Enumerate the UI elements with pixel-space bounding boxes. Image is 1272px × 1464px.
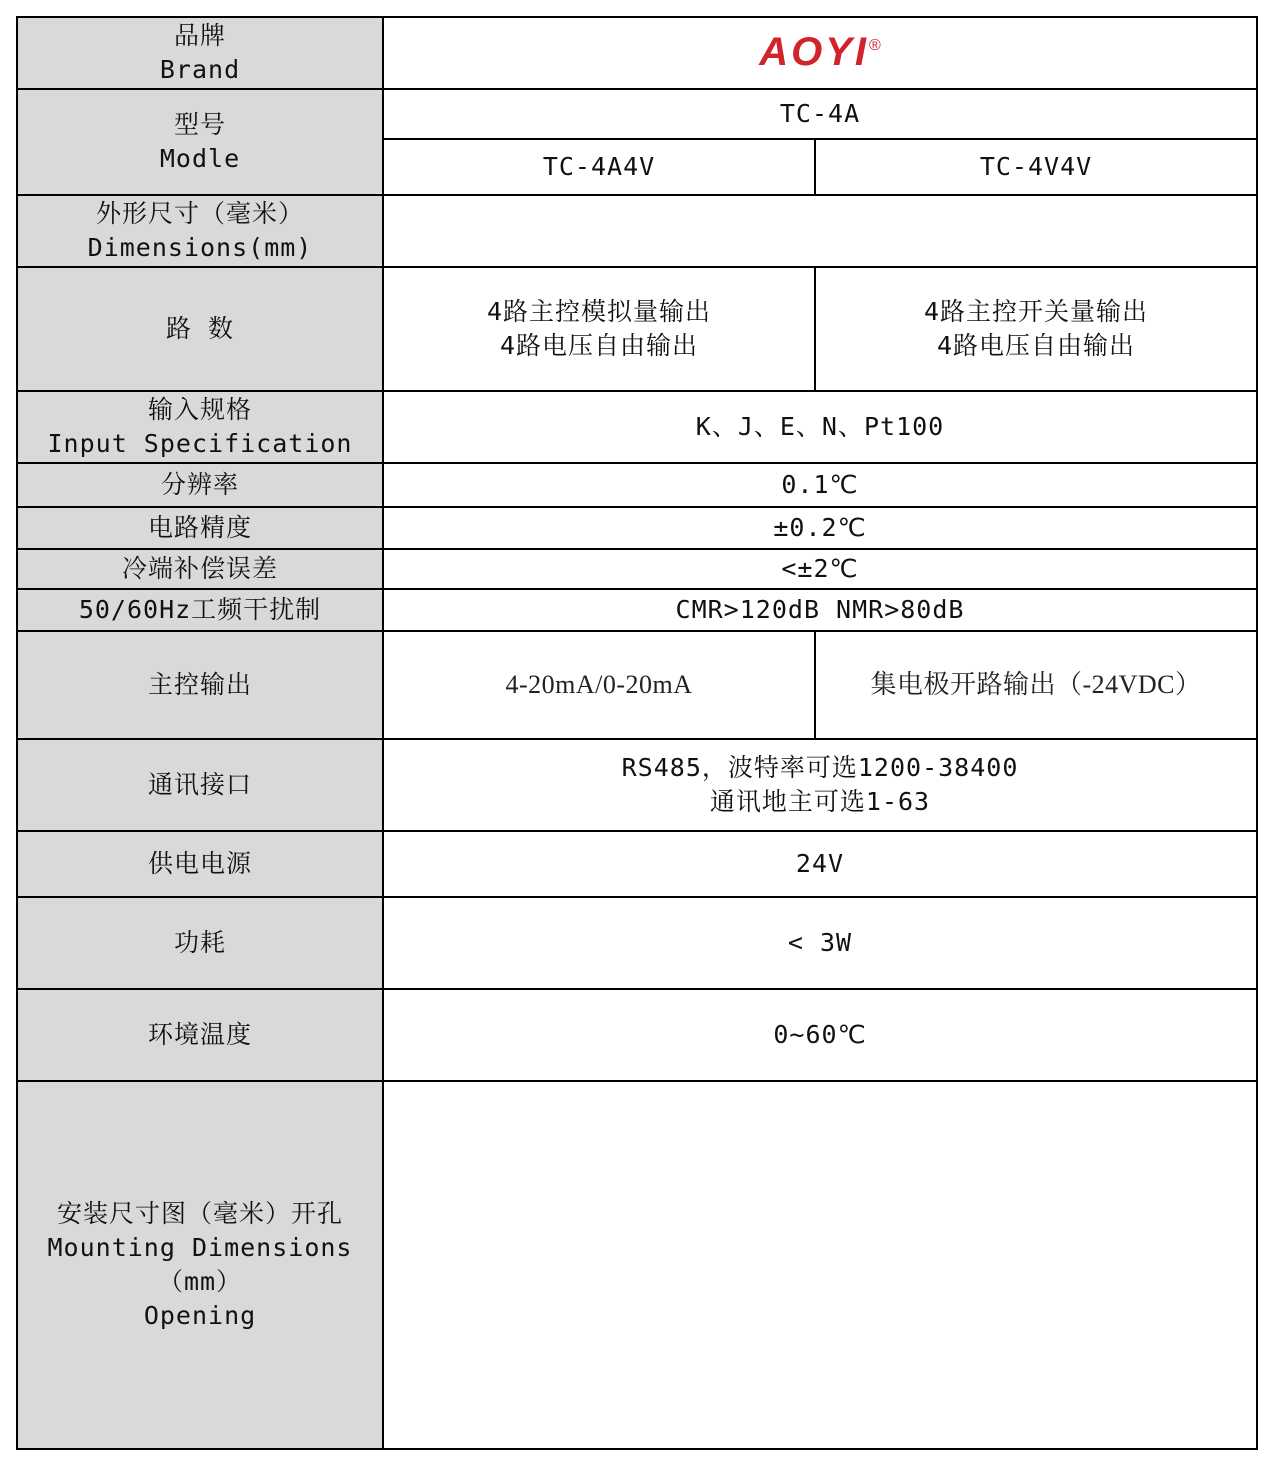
row-interference	[17, 589, 1257, 631]
brand-value-cell	[383, 17, 1257, 89]
power-supply-value: 24V	[795, 849, 845, 878]
aoyi-logo	[759, 32, 881, 72]
dimensions-label-en: Dimensions(mm)	[87, 233, 313, 262]
main-output-variant-cell-2	[815, 631, 1257, 739]
brand-label-en: Brand	[159, 55, 241, 84]
model-variant-1: TC-4A4V	[542, 152, 656, 181]
brand-label-cn: 品牌	[173, 21, 226, 50]
mounting-label-line-4: Opening	[143, 1301, 257, 1330]
row-ambient-temp	[17, 989, 1257, 1081]
communication-label-cell	[17, 739, 383, 831]
row-communication	[17, 739, 1257, 831]
communication-line-2: 通讯地主可选1-63	[709, 787, 931, 816]
cold-junction-value: <±2℃	[781, 554, 859, 583]
channels-label-cell	[17, 267, 383, 391]
row-accuracy	[17, 507, 1257, 549]
communication-label: 通讯接口	[147, 770, 252, 799]
resolution-label: 分辨率	[160, 470, 239, 499]
accuracy-label: 电路精度	[147, 513, 252, 542]
interference-value-cell	[383, 589, 1257, 631]
row-power-consumption	[17, 897, 1257, 989]
power-supply-label: 供电电源	[147, 849, 252, 878]
channels-variant-2-line-1: 4路主控开关量输出	[923, 297, 1149, 326]
input-spec-label-cell	[17, 391, 383, 463]
row-resolution	[17, 463, 1257, 507]
accuracy-value: ±0.2℃	[773, 513, 867, 542]
accuracy-label-cell	[17, 507, 383, 549]
channels-variant-2-line-2: 4路电压自由输出	[936, 331, 1136, 360]
logo-text: AOYI	[759, 30, 869, 74]
mounting-label-cell	[17, 1081, 383, 1449]
main-output-label-cell	[17, 631, 383, 739]
channels-variant-1-line-1: 4路主控模拟量输出	[486, 297, 712, 326]
cold-junction-label-cell	[17, 549, 383, 589]
ambient-temp-value-cell	[383, 989, 1257, 1081]
power-consumption-label-cell	[17, 897, 383, 989]
interference-value: CMR>120dB NMR>80dB	[675, 595, 965, 624]
row-mounting	[17, 1081, 1257, 1449]
cold-junction-value-cell	[383, 549, 1257, 589]
channels-label: 路 数	[165, 314, 235, 343]
ambient-temp-label-cell	[17, 989, 383, 1081]
main-output-variant-cell-1	[383, 631, 815, 739]
model-variant-cell-1	[383, 139, 815, 195]
dimensions-value-cell	[383, 195, 1257, 267]
input-spec-value-cell	[383, 391, 1257, 463]
model-variant-cell-2	[815, 139, 1257, 195]
row-input-spec	[17, 391, 1257, 463]
mounting-label-line-2: Mounting Dimensions	[47, 1233, 353, 1262]
ambient-temp-value: 0~60℃	[773, 1020, 867, 1049]
dimensions-label-cn: 外形尺寸（毫米）	[95, 199, 304, 228]
power-consumption-value: < 3W	[787, 928, 853, 957]
resolution-label-cell	[17, 463, 383, 507]
main-output-variant-1: 4-20mA/0-20mA	[505, 670, 693, 699]
row-model-series	[17, 89, 1257, 139]
model-series-cell	[383, 89, 1257, 139]
communication-line-1: RS485，波特率可选1200-38400	[621, 753, 1019, 782]
cold-junction-label: 冷端补偿误差	[121, 554, 278, 583]
spec-table	[16, 16, 1258, 1450]
channels-variant-cell-2	[815, 267, 1257, 391]
power-consumption-label: 功耗	[173, 928, 226, 957]
channels-variant-1-line-2: 4路电压自由输出	[499, 331, 699, 360]
model-label-en: Modle	[159, 144, 241, 173]
channels-variant-cell-1	[383, 267, 815, 391]
power-supply-label-cell	[17, 831, 383, 897]
communication-value-cell	[383, 739, 1257, 831]
registered-mark: ®	[869, 37, 881, 54]
model-variant-2: TC-4V4V	[979, 152, 1093, 181]
row-main-output	[17, 631, 1257, 739]
main-output-label: 主控输出	[147, 670, 252, 699]
model-series: TC-4A	[779, 99, 861, 128]
model-label-cell	[17, 89, 383, 195]
input-spec-value: K、J、E、N、Pt100	[695, 412, 945, 441]
main-output-variant-2: 集电极开路输出（-24VDC）	[870, 670, 1202, 699]
power-consumption-value-cell	[383, 897, 1257, 989]
input-spec-label-cn: 输入规格	[147, 395, 252, 424]
input-spec-label-en: Input Specification	[47, 429, 353, 458]
mounting-diagram-cell	[383, 1081, 1257, 1449]
row-brand	[17, 17, 1257, 89]
mounting-label-line-1: 安装尺寸图（毫米）开孔	[56, 1199, 343, 1228]
mounting-label-line-3: （mm）	[157, 1267, 243, 1296]
row-cold-junction	[17, 549, 1257, 589]
power-supply-value-cell	[383, 831, 1257, 897]
row-power-supply	[17, 831, 1257, 897]
interference-label-cell	[17, 589, 383, 631]
row-channels	[17, 267, 1257, 391]
resolution-value-cell	[383, 463, 1257, 507]
brand-label-cell	[17, 17, 383, 89]
model-label-cn: 型号	[173, 110, 226, 139]
resolution-value: 0.1℃	[781, 470, 859, 499]
ambient-temp-label: 环境温度	[147, 1020, 252, 1049]
accuracy-value-cell	[383, 507, 1257, 549]
interference-label: 50/60Hz工频干扰制	[78, 595, 322, 624]
dimensions-label-cell	[17, 195, 383, 267]
row-dimensions	[17, 195, 1257, 267]
